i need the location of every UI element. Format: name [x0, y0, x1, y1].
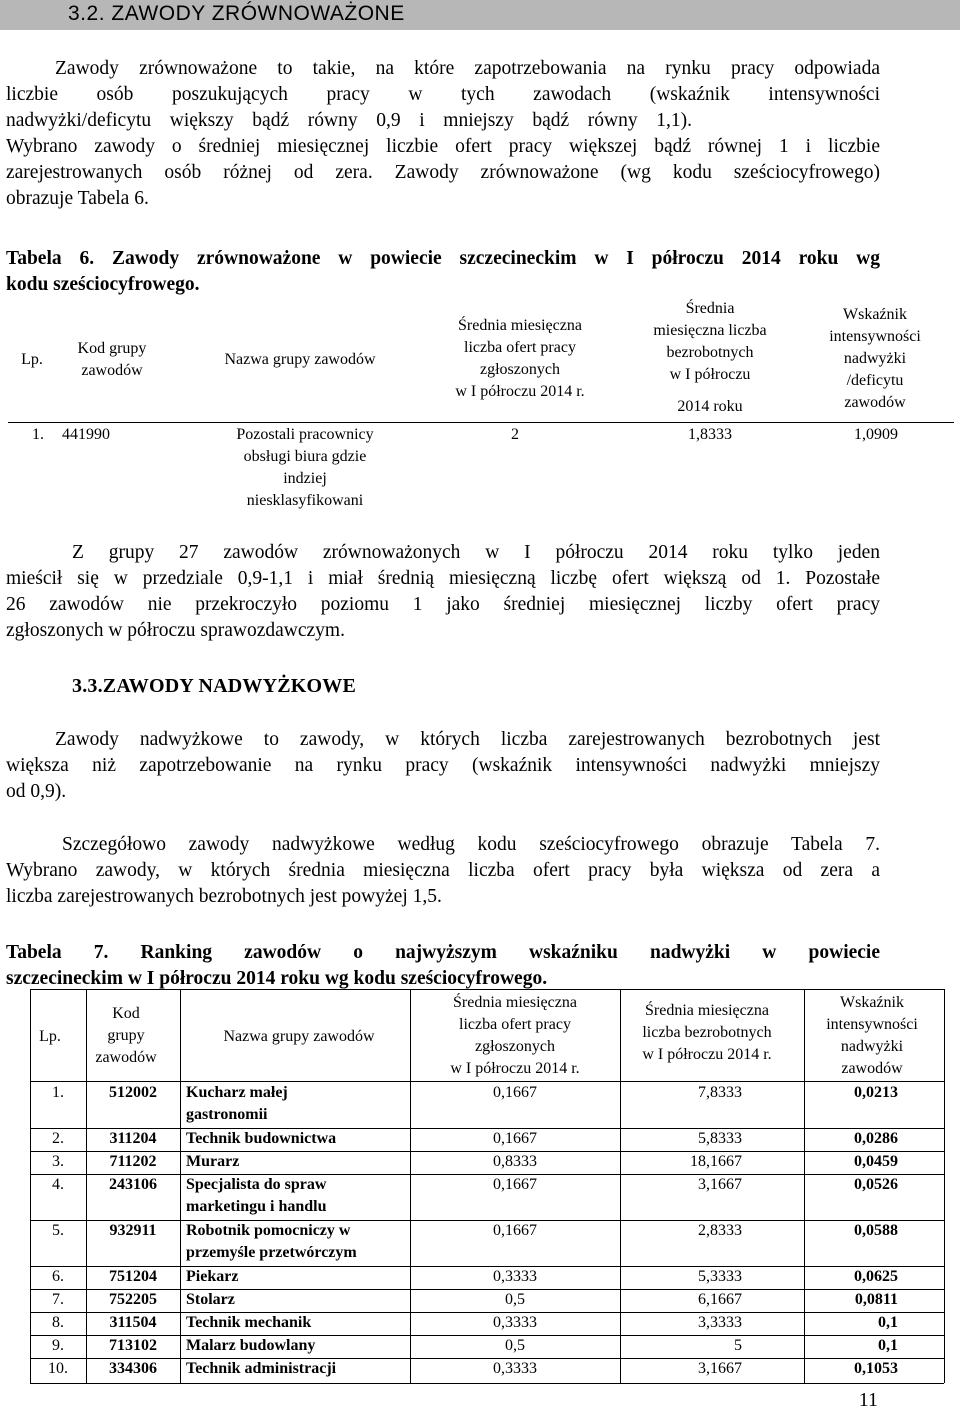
paragraph-line: Wybrano zawody o średniej miesięcznej liczbie ofert pracy większej bądź równej 1 i liczbie — [6, 136, 880, 157]
table7-caption — [6, 940, 880, 992]
cell-line: Technik administracji — [186, 1360, 337, 1377]
nadwyzkowe-paragraph-2 — [6, 832, 880, 910]
table7-cell-bezrob: 3,3333 — [698, 1314, 742, 1331]
table7-cell-kod: 311504 — [109, 1314, 157, 1331]
table6-header-kod — [62, 338, 162, 382]
cell-line: Specjalista do spraw — [186, 1176, 327, 1193]
table7-cell-nazwa — [186, 1312, 410, 1334]
cell-line: przemyśle przetwórczym — [186, 1244, 357, 1261]
table7-cell-bezrob: 5,3333 — [698, 1268, 742, 1285]
table7-rule-row — [30, 1335, 944, 1336]
table6-header-bezrob — [620, 298, 800, 418]
table7-cell-wskaznik: 0,0459 — [854, 1153, 898, 1170]
table7-rule-column — [180, 989, 181, 1383]
header-line: w I półroczu — [669, 366, 751, 383]
cell-line: indziej — [283, 470, 327, 487]
table7-cell-kod: 751204 — [109, 1268, 157, 1285]
paragraph-line: liczbie osób poszukujących pracy w tych zawodach (wskaźnik intensywności — [6, 84, 880, 105]
table7-rule-row — [30, 1220, 944, 1221]
table7-rule-column — [944, 989, 945, 1383]
table7-rule-row — [30, 1358, 944, 1359]
table6-cell-wskaznik: 1,0909 — [854, 426, 898, 443]
table7-cell-lp: 6. — [52, 1268, 64, 1285]
table7-cell-oferty: 0,5 — [505, 1291, 525, 1308]
table7-cell-bezrob: 5 — [734, 1337, 742, 1354]
table7-rule-column — [30, 989, 31, 1383]
table6-caption — [6, 246, 880, 298]
header-line: Średnia miesięczna — [453, 994, 577, 1011]
section-title-nadwyzkowe: 3.3.ZAWODY NADWYŻKOWE — [72, 675, 357, 697]
header-line: /deficytu — [846, 372, 904, 389]
table7-rule-header — [30, 1081, 944, 1082]
cell-line: Technik budownictwa — [186, 1130, 337, 1147]
header-line: nadwyżki — [843, 350, 907, 367]
table7-cell-nazwa — [186, 1128, 410, 1150]
paragraph-line: Wybrano zawody, w których średnia miesięczna liczba ofert pracy była większa od zera a — [6, 860, 880, 881]
table7-cell-bezrob: 3,1667 — [698, 1360, 742, 1377]
table7-cell-lp: 4. — [52, 1176, 64, 1193]
header-line: 2014 roku — [677, 398, 743, 415]
paragraph-line: mieścił się w przedziale 0,9-1,1 i miał średnią miesięczną liczbę ofert większą od 1. Pozostałe — [6, 568, 880, 589]
table6-cell-kod: 441990 — [62, 426, 110, 443]
intro-paragraph — [6, 56, 880, 212]
paragraph-line: nadwyżki/deficytu większy bądź równy 0,9 i mniejszy bądź równy 1,1). — [6, 110, 692, 131]
table7-rule-row — [30, 1289, 944, 1290]
table7-header-oferty — [410, 992, 620, 1080]
paragraph-line: zarejestrowanych osób różnej od zera. Zawody zrównoważone (wg kodu sześciocyfrowego) — [6, 162, 880, 183]
table7-cell-kod: 311204 — [109, 1130, 157, 1147]
header-line: w I półroczu 2014 r. — [642, 1046, 772, 1063]
paragraph-line: Z grupy 27 zawodów zrównoważonych w I półroczu 2014 roku tylko jeden — [72, 542, 880, 563]
table6-cell-oferty: 2 — [511, 426, 519, 443]
table7-cell-wskaznik: 0,0286 — [854, 1130, 898, 1147]
table6-header-oferty — [420, 315, 620, 403]
table7-cell-lp: 1. — [52, 1084, 64, 1101]
header-line: grupy — [107, 1027, 145, 1044]
table7-cell-nazwa — [186, 1266, 410, 1288]
cell-line: Stolarz — [186, 1291, 235, 1308]
table7-cell-oferty: 0,1667 — [493, 1084, 537, 1101]
header-line: bezrobotnych — [666, 344, 754, 361]
caption-line: Tabela 7. Ranking zawodów o najwyższym wskaźniku nadwyżki w powiecie — [6, 942, 880, 963]
table6-summary-paragraph — [6, 540, 880, 644]
header-line: zgłoszonych — [475, 1038, 555, 1055]
table7-header-kod — [78, 1003, 174, 1069]
paragraph-line: 26 zawodów nie przekroczyło poziomu 1 jako średniej miesięcznej liczby ofert pracy — [6, 594, 880, 615]
cell-line: marketingu i handlu — [186, 1198, 327, 1215]
table7-cell-kod: 713102 — [109, 1337, 157, 1354]
table7-cell-bezrob: 18,1667 — [690, 1153, 742, 1170]
table7-rule-column — [804, 989, 805, 1383]
cell-line: niesklasyfikowani — [246, 492, 364, 509]
table7-cell-oferty: 0,8333 — [493, 1153, 537, 1170]
header-line: Średnia miesięczna — [645, 1002, 769, 1019]
nadwyzkowe-paragraph-1 — [6, 727, 880, 805]
table7-cell-oferty: 0,3333 — [493, 1360, 537, 1377]
table6-cell-lp: 1. — [32, 426, 44, 443]
caption-line: szczecineckim w I półroczu 2014 roku wg kodu sześciocyfrowego. — [6, 968, 548, 989]
cell-line: Malarz budowlany — [186, 1337, 316, 1354]
header-line: nadwyżki — [840, 1038, 904, 1055]
table6-header-lp: Lp. — [21, 351, 43, 368]
cell-line: Pozostali pracownicy — [236, 426, 374, 443]
paragraph-line: większa niż zapotrzebowanie na rynku pracy (wskaźnik intensywności nadwyżki mniejszy — [6, 755, 880, 776]
table7-rule-row — [30, 1174, 944, 1175]
table7-rule-row — [30, 1383, 944, 1384]
table7-cell-lp: 5. — [52, 1222, 64, 1239]
table7-cell-wskaznik: 0,0526 — [854, 1176, 898, 1193]
table7-cell-oferty: 0,1667 — [493, 1176, 537, 1193]
header-line: w I półroczu 2014 r. — [450, 1060, 580, 1077]
table7-cell-lp: 10. — [48, 1360, 68, 1377]
header-line: intensywności — [829, 328, 921, 345]
header-line: liczba ofert pracy — [464, 339, 576, 356]
table7-rule-column — [620, 989, 621, 1383]
table7-cell-nazwa — [186, 1358, 410, 1380]
table7-cell-bezrob: 3,1667 — [698, 1176, 742, 1193]
table6-header-rule — [8, 422, 954, 423]
table7-cell-bezrob: 7,8333 — [698, 1084, 742, 1101]
table7-cell-oferty: 0,1667 — [493, 1130, 537, 1147]
paragraph-line: obrazuje Tabela 6. — [6, 188, 149, 209]
header-line: zawodów — [95, 1049, 157, 1066]
table7-cell-lp: 9. — [52, 1337, 64, 1354]
section-title-zrownowazone: 3.2. ZAWODY ZRÓWNOWAŻONE — [68, 2, 405, 25]
cell-line: Technik mechanik — [186, 1314, 312, 1331]
header-line: Wskaźnik — [840, 994, 904, 1011]
table7-cell-lp: 3. — [52, 1153, 64, 1170]
table7-cell-nazwa — [186, 1151, 410, 1173]
table7-cell-wskaznik: 0,0625 — [854, 1268, 898, 1285]
header-line: intensywności — [826, 1016, 918, 1033]
table7-cell-nazwa — [186, 1174, 410, 1218]
cell-line: Piekarz — [186, 1268, 239, 1285]
table7-cell-wskaznik: 0,1 — [878, 1337, 898, 1354]
table7-cell-oferty: 0,1667 — [493, 1222, 537, 1239]
table7-cell-wskaznik: 0,0213 — [854, 1084, 898, 1101]
paragraph-line: Zawody nadwyżkowe to zawody, w których liczba zarejestrowanych bezrobotnych jest — [55, 729, 880, 750]
caption-line: Tabela 6. Zawody zrównoważone w powiecie szczecineckim w I półroczu 2014 roku wg — [6, 248, 880, 269]
table7-cell-kod: 512002 — [109, 1084, 157, 1101]
page-number: 11 — [858, 1389, 878, 1411]
table7-cell-kod: 243106 — [109, 1176, 157, 1193]
paragraph-line: liczba zarejestrowanych bezrobotnych jest powyżej 1,5. — [6, 886, 442, 907]
paragraph-line: Zawody zrównoważone to takie, na które zapotrzebowania na rynku pracy odpowiada — [55, 58, 880, 79]
table7-header-wskaznik — [802, 992, 942, 1080]
table6-header-wskaznik — [800, 304, 950, 414]
table7-rule-row — [30, 1312, 944, 1313]
table7-cell-nazwa — [186, 1082, 410, 1126]
table7-cell-wskaznik: 0,1053 — [854, 1360, 898, 1377]
table7-cell-bezrob: 2,8333 — [698, 1222, 742, 1239]
header-line: Kod grupy — [77, 340, 147, 357]
table7-cell-lp: 2. — [52, 1130, 64, 1147]
table7-cell-lp: 8. — [52, 1314, 64, 1331]
table7-cell-kod: 932911 — [109, 1222, 157, 1239]
header-line: liczba bezrobotnych — [642, 1024, 772, 1041]
table7-cell-bezrob: 6,1667 — [698, 1291, 742, 1308]
header-line: liczba ofert pracy — [459, 1016, 571, 1033]
header-line: w I półroczu 2014 r. — [455, 383, 585, 400]
header-line: zawodów — [844, 394, 906, 411]
table7-cell-oferty: 0,5 — [505, 1337, 525, 1354]
table6-header-nazwa: Nazwa grupy zawodów — [224, 351, 376, 368]
table7-cell-nazwa — [186, 1289, 410, 1311]
table7-cell-wskaznik: 0,0811 — [854, 1291, 898, 1308]
table7-header-bezrob — [612, 1000, 802, 1066]
cell-line: Kucharz małej — [186, 1084, 288, 1101]
table7-cell-bezrob: 5,8333 — [698, 1130, 742, 1147]
table7-cell-wskaznik: 0,0588 — [854, 1222, 898, 1239]
paragraph-line: Szczegółowo zawody nadwyżkowe według kodu sześciocyfrowego obrazuje Tabela 7. — [62, 834, 880, 855]
table7-rule-row — [30, 1128, 944, 1129]
cell-line: Murarz — [186, 1153, 240, 1170]
cell-line: gastronomii — [186, 1106, 268, 1123]
table7-cell-lp: 7. — [52, 1291, 64, 1308]
header-line: Kod — [112, 1005, 140, 1022]
header-line: Średnia — [685, 300, 735, 317]
paragraph-line: od 0,9). — [6, 781, 67, 802]
table7-cell-oferty: 0,3333 — [493, 1314, 537, 1331]
table7-cell-kod: 752205 — [109, 1291, 157, 1308]
table7-rule-row — [30, 1266, 944, 1267]
table6-cell-bezrob: 1,8333 — [688, 426, 732, 443]
table7-rule-column — [86, 989, 87, 1383]
caption-line: kodu sześciocyfrowego. — [6, 274, 200, 295]
header-line: zawodów — [841, 1060, 903, 1077]
table7-rule-row — [30, 1151, 944, 1152]
cell-line: Robotnik pomocniczy w — [186, 1222, 351, 1239]
table7-cell-oferty: 0,3333 — [493, 1268, 537, 1285]
table7-rule-column — [410, 989, 411, 1383]
header-line: zawodów — [81, 362, 143, 379]
table7-cell-nazwa — [186, 1220, 410, 1264]
table7-header-lp: Lp. — [39, 1028, 61, 1045]
cell-line: obsługi biura gdzie — [243, 448, 367, 465]
header-line: Wskaźnik — [843, 306, 907, 323]
table7-header-nazwa: Nazwa grupy zawodów — [223, 1028, 375, 1045]
header-line: Średnia miesięczna — [458, 317, 582, 334]
table7-cell-kod: 334306 — [109, 1360, 157, 1377]
table7-cell-wskaznik: 0,1 — [878, 1314, 898, 1331]
table7-cell-kod: 711202 — [109, 1153, 157, 1170]
paragraph-line: zgłoszonych w półroczu sprawozdawczym. — [6, 620, 345, 641]
table6-cell-nazwa — [190, 424, 420, 512]
header-line: zgłoszonych — [480, 361, 560, 378]
table7-cell-nazwa — [186, 1335, 410, 1357]
header-line: miesięczna liczba — [653, 322, 767, 339]
